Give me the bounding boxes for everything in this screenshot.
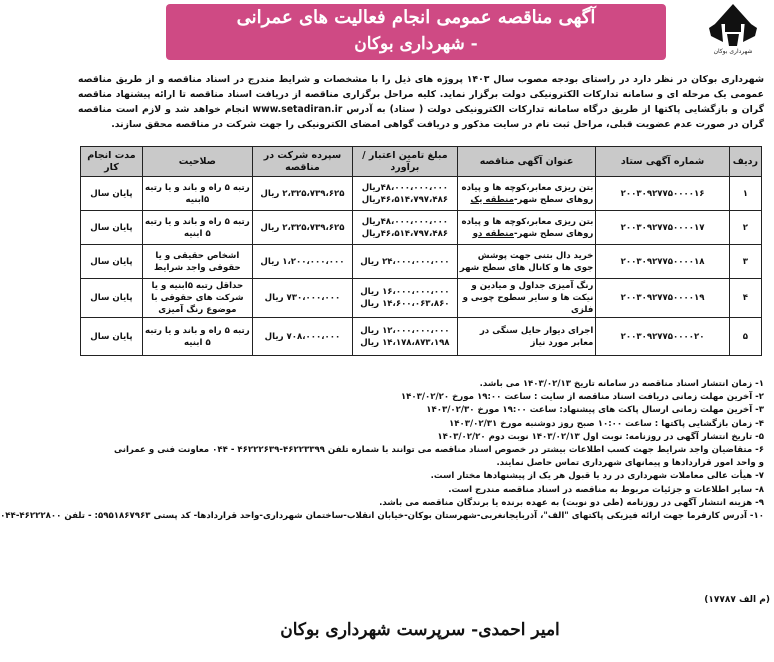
setad-number: ۲۰۰۳۰۹۲۷۷۵۰۰۰۰۱۷: [596, 211, 729, 245]
amount-cell: [353, 177, 458, 211]
row-number: ۲: [729, 211, 761, 245]
note-item: ۷- هیأت عالی معاملات شهرداری در رد یا قبول هر یک از پیشنهادها مختار است.: [430, 471, 764, 482]
estimate-amount: ۴۶،۵۱۴،۷۹۷،۴۸۶ریال: [361, 228, 449, 239]
notice-title: آگهی مناقصه عمومی انجام فعالیت های عمرانی: [236, 7, 596, 28]
duration: پایان سال: [81, 318, 143, 356]
notes-list: [0, 378, 764, 523]
deposit: ۷۳۰،۰۰۰،۰۰۰ ریال: [252, 279, 352, 318]
qualification: رتبه ۵ راه و باند و یا رتبه ۵ ابنیه: [142, 318, 252, 356]
duration: پایان سال: [81, 211, 143, 245]
note-item: ۴- زمان بازگشایی پاکتها : ساعت ۱۰:۰۰ صبح روز دوشنبه مورخ ۱۴۰۳/۰۲/۳۱: [449, 418, 764, 429]
tender-title: اجرای دیوار حایل سنگی در معابر مورد نیاز: [457, 318, 596, 356]
tender-title: بتن ریزی معابر،کوچه ها و پیاده روهای سطح شهر-منطقه یک: [457, 177, 596, 211]
municipality-logo: [700, 2, 766, 64]
header-title: عنوان آگهی مناقصه: [457, 147, 596, 177]
table-row: [81, 279, 762, 318]
qualification: حداقل رتبه ۵ابنیه و یا شرکت های حقوقی با موضوع رنگ آمیزی: [142, 279, 252, 318]
intro-paragraph: شهرداری بوکان در نظر دارد در راستای بودجه مصوب سال ۱۴۰۳ پروژه های ذیل را با مشخصات و شرایط مندرج در اسناد مناقصه و از طریق مناقصه عمومی یک مرحله ای و سامانه تدارکات الکترونیکی دولت برگزار نماید. کلیه مراحل برگزاری مناقصه از دریافت اسناد مناقصه تا ارائه پیشنهاد مناقصه گران و بازگشایی پاکتها از طریق درگاه سامانه تدارکات الکترونیکی دولت ( ستاد) به آدرس www.setadiran.ir انجام خواهد شد و لازم است مناقصه گران در صورت عدم عضویت قبلی، مراحل ثبت نام در سایت مذکور و دریافت گواهی امضای الکترونیکی را جهت شرکت در مناقصه محقق سازند.: [78, 74, 764, 130]
amount-cell: [353, 318, 458, 356]
note-item: ۱۰- آدرس کارفرما جهت ارائه فیزیکی پاکتهای "الف"، آذربایجانغربی-شهرستان بوکان-خیابان انقلاب-ساختمان شهرداری-واحد قراردادها- کد پستی ۵۹۵۱۸۶۷۹۶۳: - تلفن ۴۶۲۲۲۸۰۰-۰۴۴: [0, 511, 764, 522]
note-item: ۸- سایر اطلاعات و جزئیات مربوط به مناقصه در اسناد مناقصه مندرج است.: [448, 484, 764, 495]
logo-caption: شهرداری بوکان: [713, 48, 753, 55]
duration: پایان سال: [81, 279, 143, 318]
notice-header: [66, 0, 774, 66]
header-qualification: صلاحیت: [142, 147, 252, 177]
row-number: ۴: [729, 279, 761, 318]
note-item: ۵- تاریخ انتشار آگهی در روزنامه: نوبت اول ۱۴۰۳/۰۲/۱۳ نوبت دوم ۱۴۰۳/۰۲/۲۰: [437, 431, 764, 442]
bukan-municipality-logo-icon: [707, 2, 759, 48]
tender-title: بتن ریزی معابر،کوچه ها و پیاده روهای سطح شهر-منطقه دو: [457, 211, 596, 245]
row-number: ۱: [729, 177, 761, 211]
credit-amount: ۴۸،۰۰۰،۰۰۰،۰۰۰ریال: [361, 216, 449, 227]
header-duration: مدت انجام کار: [81, 147, 143, 177]
tender-title: رنگ آمیزی جداول و میادین و نیکت ها و سایر سطوح چوبی و فلزی: [457, 279, 596, 318]
header-setad-number: شماره آگهی ستاد: [596, 147, 729, 177]
table-row: [81, 245, 762, 279]
note-item: و واحد امور قراردادها و پیمانهای شهرداری تماس حاصل نمایند.: [496, 458, 764, 469]
estimate-amount: ۴۶،۵۱۴،۷۹۷،۴۸۶ریال: [361, 194, 449, 205]
note-item: ۱- زمان انتشار اسناد مناقصه در سامانه تاریخ ۱۴۰۳/۰۲/۱۳ می باشد.: [479, 379, 764, 389]
credit-amount: ۱۶،۰۰۰،۰۰۰،۰۰۰ ریال: [360, 287, 450, 297]
table-header-row: [81, 147, 762, 177]
credit-amount: ۴۸،۰۰۰،۰۰۰،۰۰۰ریال: [361, 182, 449, 193]
credit-amount: ۲۴،۰۰۰،۰۰۰،۰۰۰ ریال: [360, 256, 450, 267]
estimate-amount: ۱۴،۶۰۰،۰۶۳،۸۶۰ ریال: [360, 299, 450, 309]
amount-cell: [353, 279, 458, 318]
note-item: ۲- آخرین مهلت زمانی دریافت اسناد مناقصه از سایت : ساعت ۱۹:۰۰ مورخ ۱۴۰۳/۰۲/۲۰: [400, 392, 764, 403]
qualification: رتبه ۵ راه و باند و یا رتبه ۵ ابنیه: [142, 211, 252, 245]
note-item: ۹- هزینه انتشار آگهی در روزنامه (طی دو نوبت) به عهده برنده یا برندگان مناقصه می باشد.: [379, 497, 764, 508]
header-deposit: سپرده شرکت در مناقصه: [252, 147, 352, 177]
amount-cell: [353, 245, 458, 279]
title-banner: [166, 4, 666, 60]
table-row: [81, 211, 762, 245]
table-row: [81, 177, 762, 211]
tender-title-highlight: منطقه یک: [470, 194, 514, 205]
deposit: ۷۰۸،۰۰۰،۰۰۰ ریال: [252, 318, 352, 356]
duration: پایان سال: [81, 177, 143, 211]
setad-number: ۲۰۰۳۰۹۲۷۷۵۰۰۰۰۱۶: [596, 177, 729, 211]
tender-title: خرید دال بتنی جهت پوشش جوی ها و کانال های سطح شهر: [457, 245, 596, 279]
deposit: ۲،۳۲۵،۷۳۹،۶۲۵ ریال: [252, 211, 352, 245]
amount-cell: [353, 211, 458, 245]
notice-subtitle: - شهرداری بوکان: [354, 34, 478, 54]
row-number: ۳: [729, 245, 761, 279]
note-item: ۳- آخرین مهلت زمانی ارسال پاکت های پیشنهاد: ساعت ۱۹:۰۰ مورخ ۱۴۰۳/۰۲/۳۰: [426, 405, 764, 416]
note-item: ۶- متقاضیان واجد شرایط جهت کسب اطلاعات بیشتر در خصوص اسناد مناقصه می توانند با شماره تلفن ۴۶۲۲۳۳۹۹-۴۶۲۲۲۶۳۹ - ۰۴۴ معاونت فنی و عمرانی: [114, 445, 764, 456]
qualification: اشخاص حقیقی و یا حقوقی واجد شرایط: [142, 245, 252, 279]
tender-title-highlight: منطقه دو: [472, 228, 514, 239]
setad-number: ۲۰۰۳۰۹۲۷۷۵۰۰۰۰۲۰: [596, 318, 729, 356]
credit-amount: ۱۲،۰۰۰،۰۰۰،۰۰۰ ریال: [360, 325, 450, 336]
setad-number: ۲۰۰۳۰۹۲۷۷۵۰۰۰۰۱۹: [596, 279, 729, 318]
deposit: ۲،۳۲۵،۷۳۹،۶۲۵ ریال: [252, 177, 352, 211]
setad-number: ۲۰۰۳۰۹۲۷۷۵۰۰۰۰۱۸: [596, 245, 729, 279]
qualification: رتبه ۵ راه و باند و یا رتبه ۵ابنیه: [142, 177, 252, 211]
deposit: ۱،۲۰۰،۰۰۰،۰۰۰ ریال: [252, 245, 352, 279]
header-row-number: ردیف: [729, 147, 761, 177]
signature: امیر احمدی- سرپرست شهرداری بوکان: [280, 620, 560, 640]
publication-code: (م الف ۱۷۷۸۷): [704, 595, 770, 605]
table-row: [81, 318, 762, 356]
estimate-amount: ۱۴،۱۷۸،۸۷۳،۱۹۸ ریال: [360, 337, 450, 348]
duration: پایان سال: [81, 245, 143, 279]
header-amount: مبلغ تامین اعتبار / برآورد: [353, 147, 458, 177]
tenders-table: [80, 146, 762, 356]
row-number: ۵: [729, 318, 761, 356]
